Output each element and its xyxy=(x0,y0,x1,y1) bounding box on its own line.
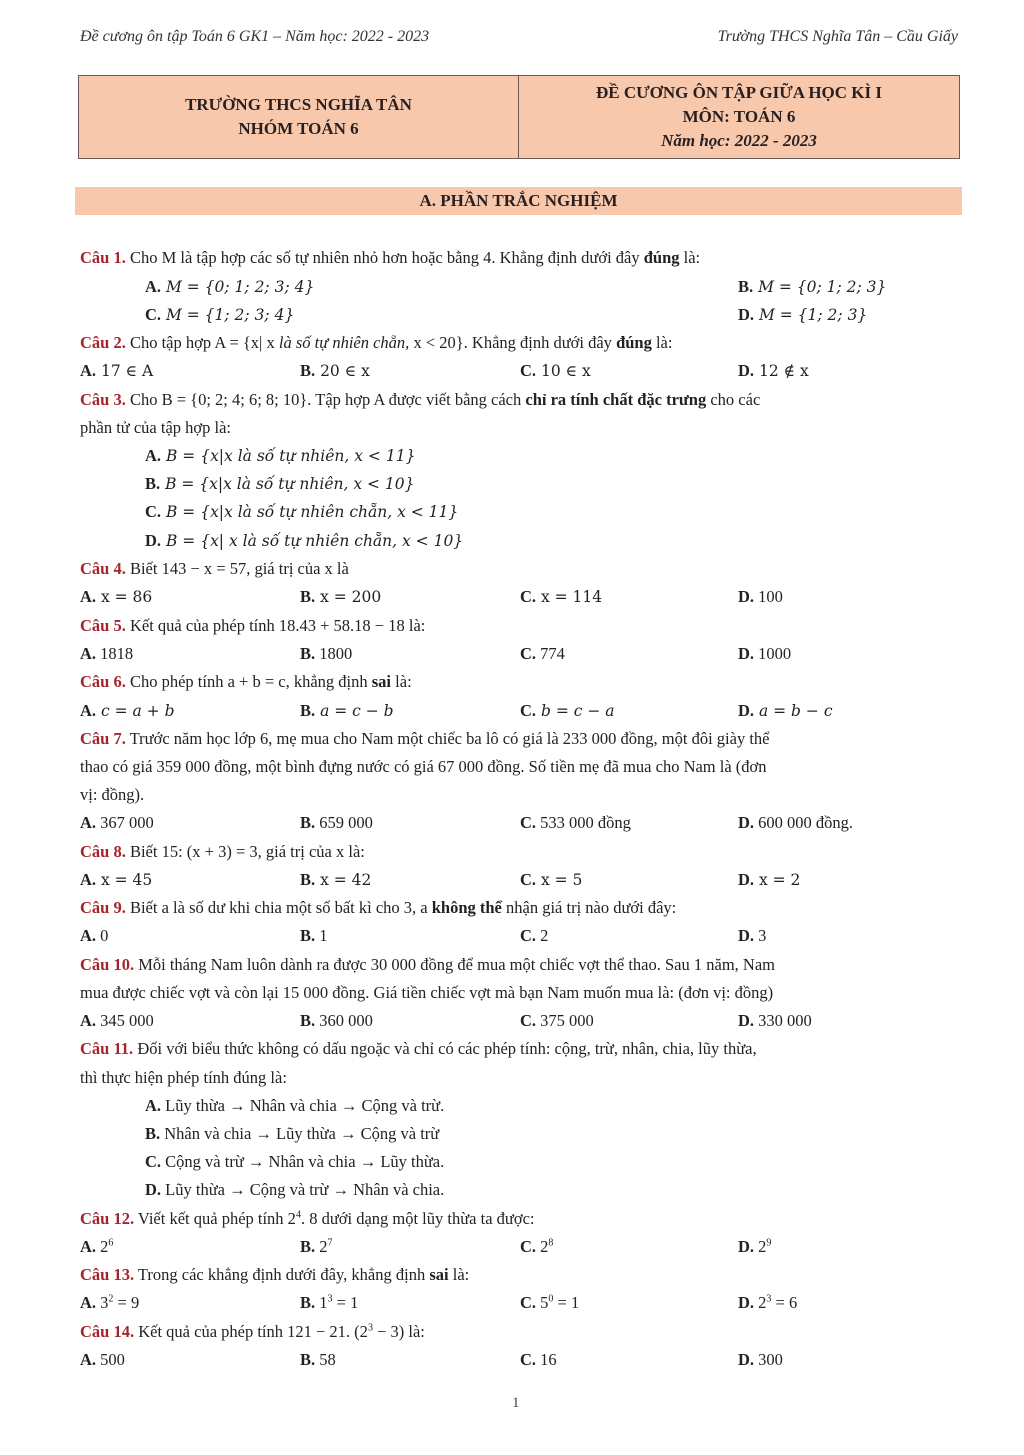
option-text: M = {1; 2; 3} xyxy=(754,306,868,324)
option-text: 2 xyxy=(96,1237,109,1256)
option-c xyxy=(520,870,582,890)
option-letter: A. xyxy=(80,926,97,945)
option-letter: A. xyxy=(80,870,97,889)
option-letter: C. xyxy=(520,1350,537,1369)
option-text: 1 xyxy=(315,1293,328,1312)
exponent: 4 xyxy=(295,1209,301,1221)
option-letter: D. xyxy=(738,644,755,663)
option-c xyxy=(520,1350,557,1370)
option-text: x = 2 xyxy=(754,871,801,889)
option-a xyxy=(80,870,152,890)
question-9 xyxy=(80,898,676,918)
question-text: Biết 143 − x = 57, giá trị của x là xyxy=(125,559,349,578)
option-c xyxy=(520,813,631,833)
option-letter: D. xyxy=(738,926,755,945)
option-c xyxy=(520,701,615,721)
question-text: Cho tập hợp A = {x| x xyxy=(125,333,279,352)
option-text: 5 xyxy=(536,1293,549,1312)
running-header-right: Trường THCS Nghĩa Tân – Cầu Giấy xyxy=(717,28,958,45)
question-text: Trước năm học lớp 6, mẹ mua cho Nam một chiếc ba lô có giá là 233 000 đồng, một đôi giày thể xyxy=(125,729,770,748)
question-1 xyxy=(80,248,700,268)
option-letter: C. xyxy=(145,1152,162,1171)
question-text: Mỗi tháng Nam luôn dành ra được 30 000 đồng để mua một chiếc vợt thể thao. Sau 1 năm, Nam xyxy=(134,955,775,974)
option-text: x = 45 xyxy=(96,871,153,889)
option-letter: C. xyxy=(520,361,537,380)
option-text: 1000 xyxy=(754,644,792,663)
option-text: 375 000 xyxy=(536,1011,594,1030)
option-text: 300 xyxy=(754,1350,783,1369)
option-c xyxy=(145,502,458,522)
option-c xyxy=(520,587,602,607)
option-b xyxy=(300,1237,333,1257)
option-a xyxy=(80,813,154,833)
emphasis: đúng xyxy=(616,333,652,352)
question-text-italic: là số tự nhiên chẵn, xyxy=(278,333,414,352)
option-a xyxy=(80,1350,125,1370)
question-text: − 3) là: xyxy=(372,1322,425,1341)
exponent: 9 xyxy=(766,1237,772,1249)
option-d xyxy=(738,813,853,833)
option-letter: B. xyxy=(300,1293,316,1312)
option-text: x = 114 xyxy=(536,588,603,606)
option-text: 2 xyxy=(536,926,549,945)
option-letter: A. xyxy=(80,1350,97,1369)
question-text: Cho M là tập hợp các số tự nhiên nhỏ hơn hoặc bằng 4. Khẳng định dưới đây xyxy=(125,248,644,267)
option-text: 0 xyxy=(96,926,109,945)
question-text: Cho phép tính a + b = c, khẳng định xyxy=(125,672,372,691)
question-label: Câu 5. xyxy=(80,616,126,635)
option-d xyxy=(738,1293,797,1313)
option-a xyxy=(80,1011,154,1031)
question-text: Biết 15: (x + 3) = 3, giá trị của x là: xyxy=(125,842,365,861)
question-11-line-2: thì thực hiện phép tính đúng là: xyxy=(80,1068,287,1087)
option-d xyxy=(145,531,463,551)
title-box xyxy=(78,75,960,159)
option-d xyxy=(738,870,800,890)
option-a xyxy=(80,1293,139,1313)
option-letter: C. xyxy=(520,644,537,663)
question-8 xyxy=(80,842,365,862)
option-text: M = {0; 1; 2; 3} xyxy=(753,278,887,296)
option-letter: A. xyxy=(145,446,162,465)
question-label: Câu 4. xyxy=(80,559,126,578)
option-d xyxy=(738,1237,771,1257)
question-text: Cho B = {0; 2; 4; 6; 8; 10}. Tập hợp A được viết bằng cách xyxy=(125,390,526,409)
question-label: Câu 8. xyxy=(80,842,126,861)
option-c xyxy=(520,926,548,946)
question-text: . 8 dưới dạng một lũy thừa ta được: xyxy=(300,1209,535,1228)
option-b xyxy=(300,587,381,607)
option-letter: C. xyxy=(520,1011,537,1030)
question-3 xyxy=(80,390,760,410)
option-d xyxy=(738,701,833,721)
running-header-left: Đề cương ôn tập Toán 6 GK1 – Năm học: 2022 - 2023 xyxy=(80,28,430,45)
option-text: Cộng và trừ → Nhân và chia → Lũy thừa. xyxy=(161,1152,445,1171)
option-text: x = 42 xyxy=(315,871,372,889)
option-letter: B. xyxy=(300,813,316,832)
option-c xyxy=(520,644,565,664)
option-a xyxy=(80,361,153,381)
subject: MÔN: TOÁN 6 xyxy=(682,107,796,126)
page-number: 1 xyxy=(512,1395,520,1411)
option-c xyxy=(145,305,294,325)
option-text: 500 xyxy=(96,1350,125,1369)
question-10 xyxy=(80,955,775,975)
question-14 xyxy=(80,1322,425,1342)
option-letter: A. xyxy=(80,644,97,663)
question-text: Kết quả của phép tính 18.43 + 58.18 − 18 là: xyxy=(125,616,426,635)
option-text: = 6 xyxy=(771,1293,798,1312)
option-letter: B. xyxy=(300,1237,316,1256)
option-d xyxy=(738,587,783,607)
option-text: 345 000 xyxy=(96,1011,154,1030)
option-letter: B. xyxy=(300,361,316,380)
option-letter: C. xyxy=(520,587,537,606)
question-13 xyxy=(80,1265,469,1285)
question-label: Câu 12. xyxy=(80,1209,135,1228)
option-text: 600 000 đồng. xyxy=(754,813,854,832)
option-letter: D. xyxy=(738,701,755,720)
school-year: Năm học: 2022 - 2023 xyxy=(661,131,817,150)
question-tail: là: xyxy=(448,1265,470,1284)
option-b xyxy=(300,1293,358,1313)
option-letter: A. xyxy=(145,1096,162,1115)
question-tail: cho các xyxy=(706,390,761,409)
exponent: 3 xyxy=(766,1293,772,1305)
exam-title: ĐỀ CƯƠNG ÔN TẬP GIỮA HỌC KÌ I xyxy=(595,83,883,102)
question-label: Câu 6. xyxy=(80,672,126,691)
option-letter: B. xyxy=(300,1350,316,1369)
question-tail: nhận giá trị nào dưới đây: xyxy=(501,898,677,917)
option-a xyxy=(145,1096,444,1116)
option-letter: D. xyxy=(738,1237,755,1256)
option-text: 1 xyxy=(315,926,328,945)
option-letter: B. xyxy=(145,474,161,493)
option-letter: C. xyxy=(145,502,162,521)
option-letter: C. xyxy=(520,1293,537,1312)
option-a xyxy=(80,644,133,664)
question-text: Đối với biểu thức không có dấu ngoặc và chỉ có các phép tính: cộng, trừ, nhân, chia, lũy thừa, xyxy=(133,1039,757,1058)
option-d xyxy=(738,644,791,664)
question-tail: là: xyxy=(391,672,412,691)
section-title xyxy=(75,187,962,215)
option-text: M = {1; 2; 3; 4} xyxy=(161,306,295,324)
option-letter: D. xyxy=(738,813,755,832)
option-letter: D. xyxy=(738,1011,755,1030)
option-text: B = {x|x là số tự nhiên chẵn, x < 11} xyxy=(161,503,459,521)
option-text: Lũy thừa → Nhân và chia → Cộng và trừ. xyxy=(161,1096,445,1115)
option-a xyxy=(145,277,314,297)
option-text: B = {x|x là số tự nhiên, x < 10} xyxy=(160,475,415,493)
exponent: 0 xyxy=(548,1293,554,1305)
option-letter: C. xyxy=(520,1237,537,1256)
option-letter: D. xyxy=(738,1350,755,1369)
option-b xyxy=(300,1011,373,1031)
option-d xyxy=(738,361,809,381)
option-text: 2 xyxy=(754,1293,767,1312)
option-text: 360 000 xyxy=(315,1011,373,1030)
exponent: 3 xyxy=(327,1293,333,1305)
option-letter: D. xyxy=(738,305,755,324)
option-letter: B. xyxy=(300,587,316,606)
option-text: a = b − c xyxy=(754,702,833,720)
option-text: 3 xyxy=(96,1293,109,1312)
option-letter: B. xyxy=(300,1011,316,1030)
group-name: NHÓM TOÁN 6 xyxy=(238,119,359,138)
option-text: B = {x|x là số tự nhiên, x < 11} xyxy=(161,447,416,465)
emphasis: chỉ ra tính chất đặc trưng xyxy=(525,390,707,409)
option-c xyxy=(520,361,591,381)
option-b xyxy=(300,926,328,946)
question-label: Câu 10. xyxy=(80,955,135,974)
option-text: M = {0; 1; 2; 3; 4} xyxy=(161,278,315,296)
emphasis: sai xyxy=(371,672,392,691)
option-text: 20 ∈ x xyxy=(315,362,370,380)
option-letter: D. xyxy=(145,1180,162,1199)
exam-cell xyxy=(519,76,959,158)
question-label: Câu 3. xyxy=(80,390,126,409)
option-text: 330 000 xyxy=(754,1011,812,1030)
option-letter: D. xyxy=(738,1293,755,1312)
option-text: 2 xyxy=(536,1237,549,1256)
question-7 xyxy=(80,729,770,749)
option-text: x = 200 xyxy=(315,588,382,606)
option-text: 533 000 đồng xyxy=(536,813,631,832)
option-d xyxy=(738,1011,812,1031)
question-7-line-2: thao có giá 359 000 đồng, một bình đựng nước có giá 67 000 đồng. Số tiền mẹ đã mua cho Nam là (đơn xyxy=(80,757,767,776)
option-letter: B. xyxy=(300,870,316,889)
option-a xyxy=(80,701,175,721)
exponent: 6 xyxy=(108,1237,114,1249)
option-a xyxy=(80,1237,113,1257)
school-name: TRƯỜNG THCS NGHĨA TÂN xyxy=(185,95,412,114)
option-b xyxy=(145,474,415,494)
question-text: Kết quả của phép tính 121 − 21. (2 xyxy=(134,1322,368,1341)
option-text: c = a + b xyxy=(96,702,175,720)
option-c xyxy=(145,1152,444,1172)
option-letter: A. xyxy=(80,587,97,606)
option-text: 659 000 xyxy=(315,813,373,832)
question-text: Trong các khẳng định dưới đây, khẳng định xyxy=(134,1265,430,1284)
option-text: 3 xyxy=(754,926,767,945)
option-letter: D. xyxy=(145,531,162,550)
option-c xyxy=(520,1293,579,1313)
option-text: Lũy thừa → Cộng và trừ → Nhân và chia. xyxy=(161,1180,445,1199)
question-tail: là: xyxy=(679,248,701,267)
option-letter: A. xyxy=(80,701,97,720)
option-b xyxy=(300,1350,336,1370)
option-letter: B. xyxy=(300,701,316,720)
option-b xyxy=(300,644,352,664)
option-text: 1800 xyxy=(315,644,353,663)
option-letter: B. xyxy=(738,277,754,296)
option-text: 17 ∈ A xyxy=(96,362,154,380)
emphasis: đúng xyxy=(643,248,680,267)
option-letter: C. xyxy=(145,305,162,324)
option-letter: A. xyxy=(145,277,162,296)
school-cell xyxy=(79,76,519,158)
option-letter: B. xyxy=(145,1124,161,1143)
question-text: Biết a là số dư khi chia một số bất kì cho 3, a xyxy=(125,898,432,917)
question-6 xyxy=(80,672,412,692)
option-text: = 9 xyxy=(113,1293,140,1312)
option-a xyxy=(145,446,415,466)
question-3-line-2: phần tử của tập hợp là: xyxy=(80,418,231,437)
option-text: 1818 xyxy=(96,644,134,663)
section-title-text: A. PHẦN TRẮC NGHIỆM xyxy=(419,191,618,210)
option-letter: A. xyxy=(80,1237,97,1256)
emphasis: sai xyxy=(429,1265,449,1284)
question-label: Câu 9. xyxy=(80,898,126,917)
option-text: 100 xyxy=(754,587,783,606)
option-text: 774 xyxy=(536,644,565,663)
option-a xyxy=(80,926,108,946)
option-letter: C. xyxy=(520,813,537,832)
question-text: Viết kết quả phép tính 2 xyxy=(134,1209,296,1228)
option-b xyxy=(300,701,394,721)
option-letter: D. xyxy=(738,587,755,606)
option-text: = 1 xyxy=(553,1293,580,1312)
exponent: 2 xyxy=(108,1293,114,1305)
option-text: a = c − b xyxy=(315,702,394,720)
option-text: b = c − a xyxy=(536,702,615,720)
option-b xyxy=(300,361,370,381)
exponent: 8 xyxy=(548,1237,554,1249)
option-text: 58 xyxy=(315,1350,336,1369)
option-text: 10 ∈ x xyxy=(536,362,591,380)
option-b xyxy=(300,870,371,890)
option-b xyxy=(145,1124,439,1144)
option-text: 367 000 xyxy=(96,813,154,832)
question-5 xyxy=(80,616,425,636)
exponent: 7 xyxy=(327,1237,333,1249)
option-d xyxy=(738,305,867,325)
question-label: Câu 14. xyxy=(80,1322,135,1341)
option-letter: C. xyxy=(520,701,537,720)
option-text: x = 86 xyxy=(96,588,153,606)
option-text: 12 ∉ x xyxy=(754,362,809,380)
question-11 xyxy=(80,1039,757,1059)
option-b xyxy=(738,277,886,297)
question-label: Câu 2. xyxy=(80,333,126,352)
option-text: 2 xyxy=(754,1237,767,1256)
question-4 xyxy=(80,559,349,579)
option-d xyxy=(145,1180,444,1200)
option-text: 2 xyxy=(315,1237,328,1256)
question-label: Câu 11. xyxy=(80,1039,134,1058)
question-10-line-2: mua được chiếc vợt và còn lại 15 000 đồng. Giá tiền chiếc vợt mà bạn Nam muốn mua là: (đơn vị: đồng) xyxy=(80,983,774,1002)
question-label: Câu 13. xyxy=(80,1265,135,1284)
question-tail: là: xyxy=(651,333,673,352)
option-text: = 1 xyxy=(332,1293,359,1312)
option-text: B = {x| x là số tự nhiên chẵn, x < 10} xyxy=(161,532,464,550)
option-letter: C. xyxy=(520,926,537,945)
option-text: 16 xyxy=(536,1350,557,1369)
option-letter: D. xyxy=(738,361,755,380)
option-letter: B. xyxy=(300,644,316,663)
option-c xyxy=(520,1011,594,1031)
exponent: 3 xyxy=(367,1322,373,1334)
option-d xyxy=(738,926,766,946)
option-letter: A. xyxy=(80,361,97,380)
option-letter: D. xyxy=(738,870,755,889)
option-text: x = 5 xyxy=(536,871,583,889)
question-2 xyxy=(80,333,672,353)
option-c xyxy=(520,1237,553,1257)
emphasis: không thể xyxy=(431,898,502,917)
question-text: x < 20}. Khẳng định dưới đây xyxy=(413,333,617,352)
question-12 xyxy=(80,1209,534,1229)
option-letter: A. xyxy=(80,1011,97,1030)
question-label: Câu 7. xyxy=(80,729,126,748)
option-letter: B. xyxy=(300,926,316,945)
option-d xyxy=(738,1350,783,1370)
option-text: Nhân và chia → Lũy thừa → Cộng và trừ xyxy=(160,1124,440,1143)
option-a xyxy=(80,587,152,607)
option-letter: A. xyxy=(80,1293,97,1312)
option-letter: C. xyxy=(520,870,537,889)
question-label: Câu 1. xyxy=(80,248,126,267)
option-letter: A. xyxy=(80,813,97,832)
option-b xyxy=(300,813,373,833)
question-7-line-3: vị: đồng). xyxy=(80,785,145,804)
